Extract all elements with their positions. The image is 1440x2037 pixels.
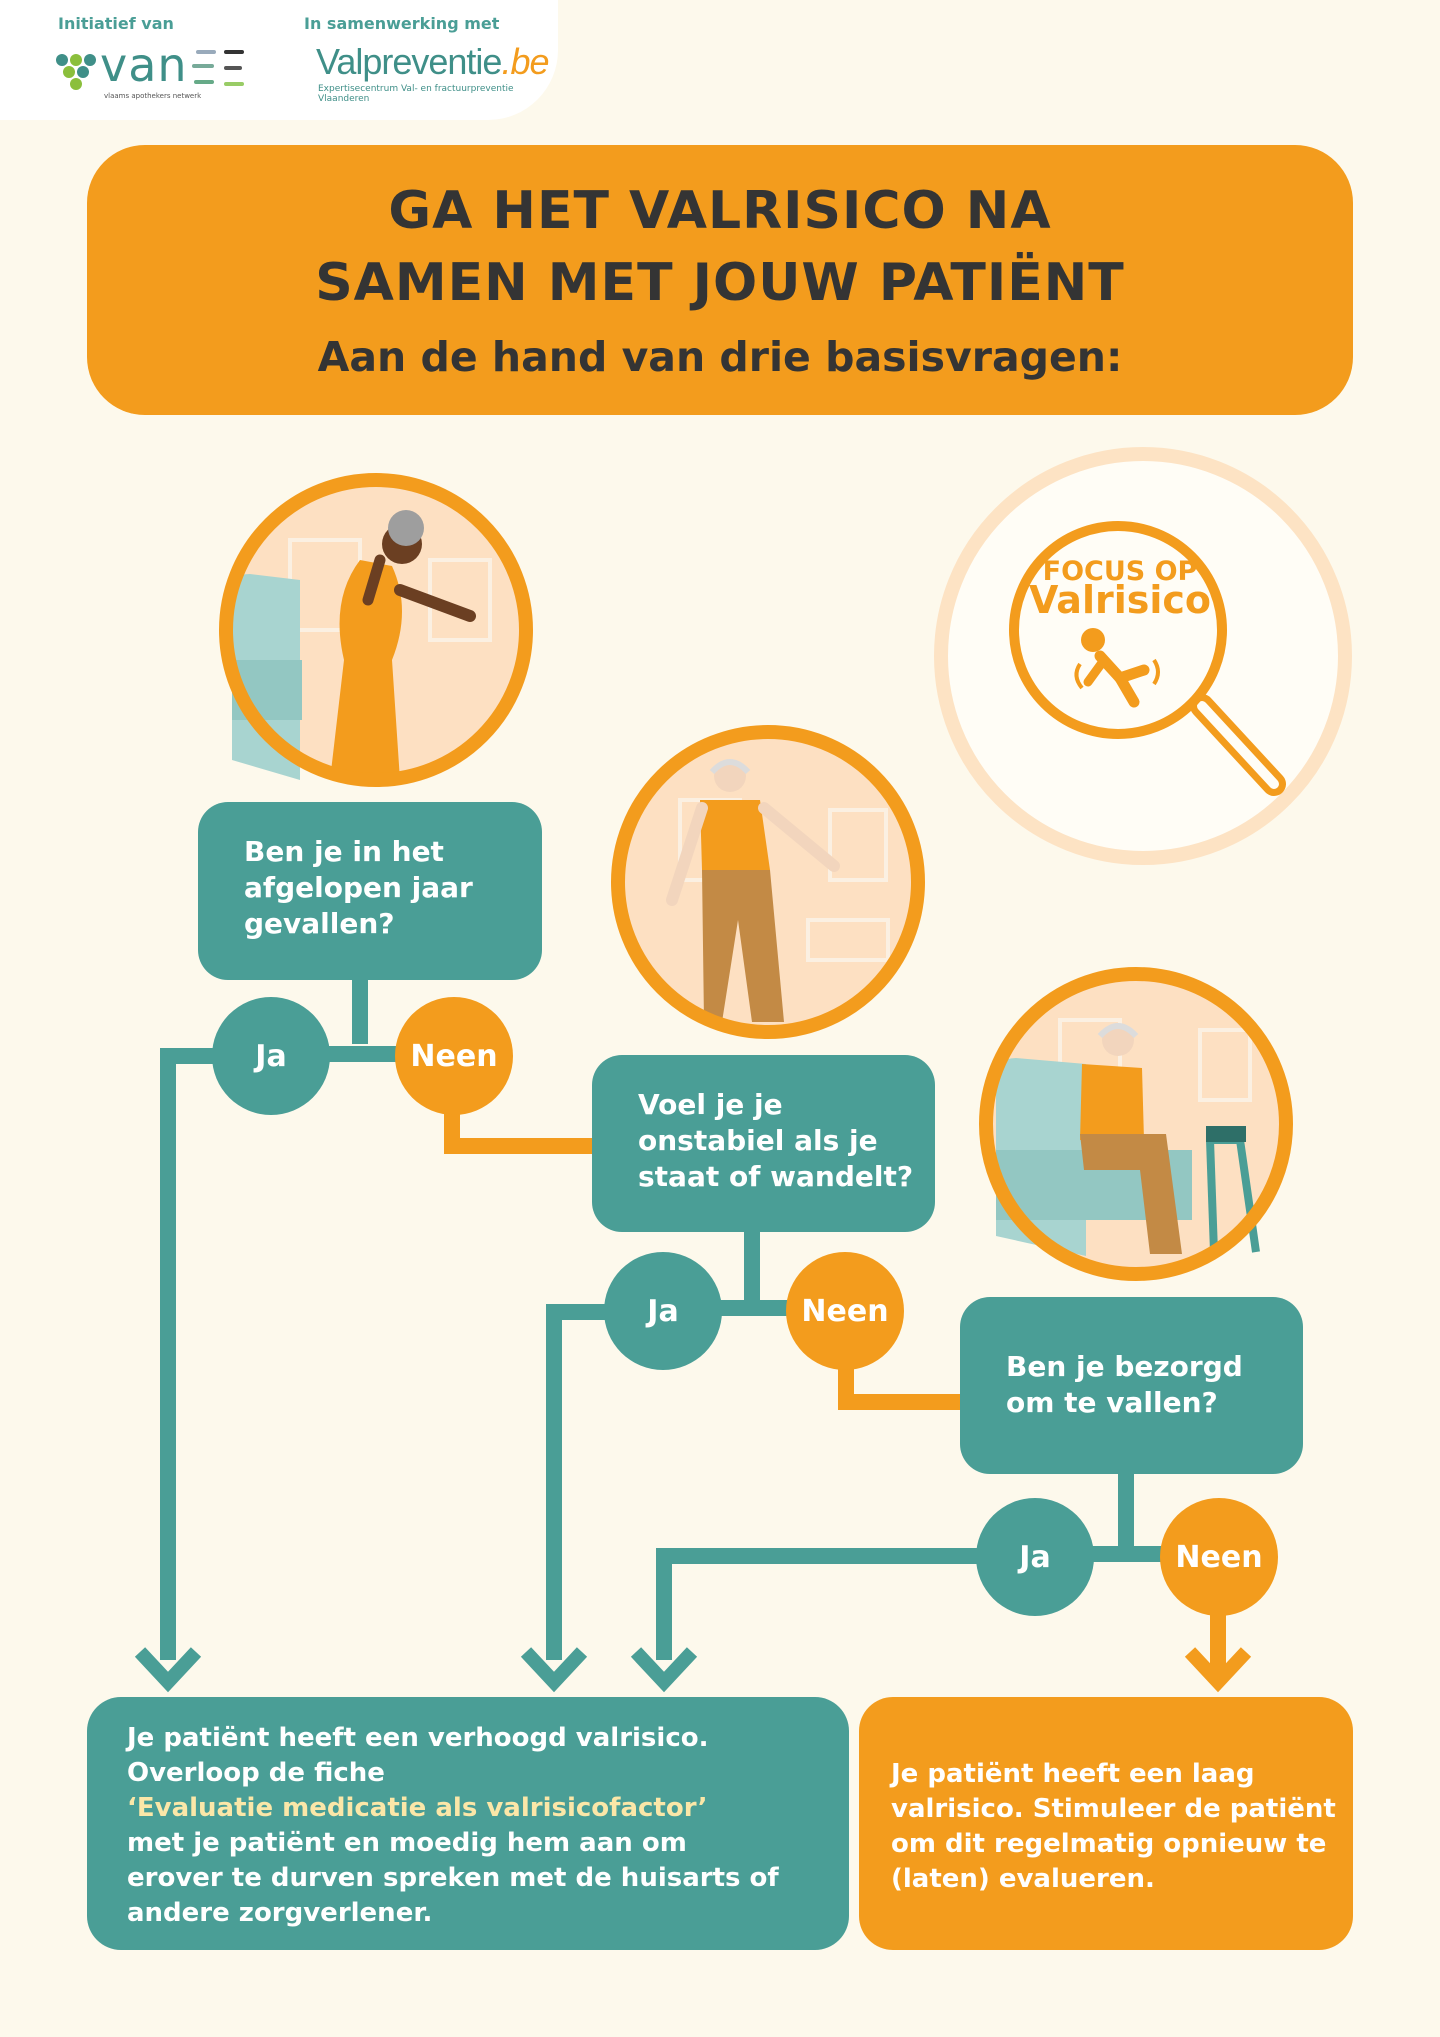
focus-badge-top: FOCUS OP bbox=[1042, 556, 1198, 587]
question-1-line-2: afgelopen jaar bbox=[244, 871, 473, 904]
initiative-label: Initiatief van bbox=[58, 14, 174, 33]
illustration-seated-man-walker bbox=[986, 974, 1286, 1274]
result-low-line-3: om dit regelmatig opnieuw te bbox=[891, 1829, 1327, 1859]
connector-q2-ja-line bbox=[554, 1312, 612, 1660]
question-1-box bbox=[198, 802, 542, 980]
connector-q3-ja-line bbox=[664, 1556, 984, 1660]
valpreventie-logo-subtext: Expertisecentrum Val- en fractuurpreventie Vlaanderen bbox=[318, 84, 514, 104]
result-high-line-2: Overloop de fiche bbox=[127, 1758, 385, 1788]
question-3-box bbox=[960, 1297, 1303, 1474]
van-logo-text: van bbox=[100, 38, 188, 92]
result-high-line-4: met je patiënt en moedig hem aan om bbox=[127, 1828, 687, 1858]
answer-q3-ja: Ja bbox=[976, 1498, 1094, 1616]
result-high-highlight: ‘Evaluatie medicatie als valrisicofactor’ bbox=[127, 1793, 708, 1823]
title-line-2: SAMEN MET JOUW PATIËNT bbox=[315, 253, 1125, 313]
result-high-line-5: erover te durven spreken met de huisarts of bbox=[127, 1863, 779, 1893]
result-low-line-4: (laten) evalueren. bbox=[891, 1864, 1155, 1894]
result-low-line-1: Je patiënt heeft een laag bbox=[891, 1759, 1255, 1789]
question-2-line-1: Voel je je bbox=[638, 1088, 783, 1121]
question-1-line-1: Ben je in het bbox=[244, 835, 444, 868]
van-logo-subtext: vlaams apothekers netwerk bbox=[104, 92, 202, 100]
question-2-line-3: staat of wandelt? bbox=[638, 1160, 914, 1193]
question-1-line-3: gevallen? bbox=[244, 907, 395, 940]
valpreventie-logo-main: Valpreventie bbox=[316, 41, 502, 82]
illustration-dizzy-woman bbox=[226, 480, 526, 780]
answer-q1-ja: Ja bbox=[212, 997, 330, 1115]
answer-q1-neen: Neen bbox=[395, 997, 513, 1115]
question-2-line-2: onstabiel als je bbox=[638, 1124, 878, 1157]
illustration-unsteady-man bbox=[618, 732, 918, 1032]
connector-q1-ja-line bbox=[168, 1056, 222, 1660]
result-high-risk-box bbox=[87, 1697, 849, 1950]
result-low-risk-box bbox=[859, 1697, 1353, 1950]
focus-badge-main: Valrisico bbox=[1028, 578, 1212, 622]
result-low-line-2: valrisico. Stimuleer de patiënt bbox=[891, 1794, 1336, 1824]
title-line-1: GA HET VALRISICO NA bbox=[388, 181, 1052, 241]
question-3-line-2: om te vallen? bbox=[1006, 1386, 1218, 1419]
partner-label: In samenwerking met bbox=[304, 14, 500, 33]
focus-magnifier-badge bbox=[941, 454, 1345, 858]
subtitle: Aan de hand van drie basisvragen: bbox=[317, 333, 1123, 381]
answer-q2-neen: Neen bbox=[786, 1252, 904, 1370]
answer-q2-ja: Ja bbox=[604, 1252, 722, 1370]
result-high-line-1: Je patiënt heeft een verhoogd valrisico. bbox=[127, 1723, 709, 1753]
valpreventie-logo-suffix: .be bbox=[501, 41, 549, 82]
answer-q3-neen: Neen bbox=[1160, 1498, 1278, 1616]
question-2-box bbox=[592, 1055, 935, 1232]
result-high-line-6: andere zorgverlener. bbox=[127, 1898, 433, 1928]
question-3-line-1: Ben je bezorgd bbox=[1006, 1350, 1243, 1383]
